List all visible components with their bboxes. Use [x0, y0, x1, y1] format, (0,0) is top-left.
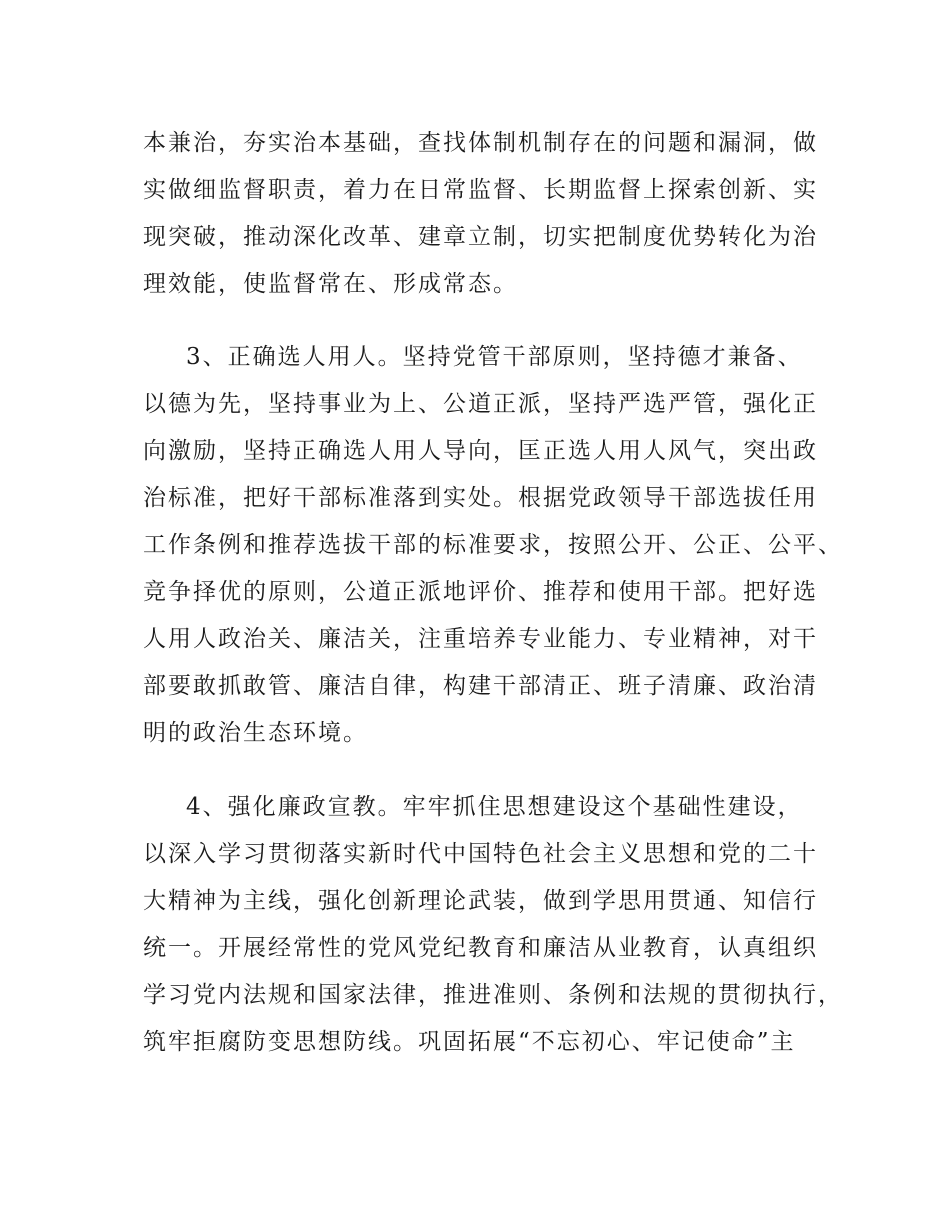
paragraph-line: 以深入学习贯彻落实新时代中国特色社会主义思想和党的二十: [143, 841, 818, 867]
paragraph-line: 治标准，把好干部标准落到实处。根据党政领导干部选拔任用: [143, 485, 818, 511]
paragraph-line: 3、正确选人用人。坚持党管干部原则，坚持德才兼备、: [186, 344, 803, 370]
paragraph-line: 理效能，使监督常在、形成常态。: [143, 271, 518, 297]
paragraph-line: 人用人政治关、廉洁关，注重培养专业能力、专业精神，对干: [143, 626, 818, 652]
paragraph-line: 学习党内法规和国家法律，推进准则、条例和法规的贯彻执行，: [143, 982, 843, 1008]
paragraph-line: 统一。开展经常性的党风党纪教育和廉洁从业教育，认真组织: [143, 935, 818, 961]
paragraph-line: 大精神为主线，强化创新理论武装，做到学思用贯通、知信行: [143, 888, 818, 914]
paragraph-line: 部要敢抓敢管、廉洁自律，构建干部清正、班子清廉、政治清: [143, 673, 818, 699]
paragraph-line: 本兼治，夯实治本基础，查找体制机制存在的问题和漏洞，做: [143, 130, 818, 156]
paragraph-line: 明的政治生态环境。: [143, 720, 368, 746]
paragraph-line: 筑牢拒腐防变思想防线。巩固拓展“不忘初心、牢记使命”主: [143, 1029, 796, 1055]
paragraph-line: 向激励，坚持正确选人用人导向，匡正选人用人风气，突出政: [143, 438, 818, 464]
paragraph-line: 现突破，推动深化改革、建章立制，切实把制度优势转化为治: [143, 224, 818, 250]
paragraph-line: 工作条例和推荐选拔干部的标准要求，按照公开、公正、公平、: [143, 532, 843, 558]
paragraph-line: 实做细监督职责，着力在日常监督、长期监督上探索创新、实: [143, 177, 818, 203]
paragraph-line: 以德为先，坚持事业为上、公道正派，坚持严选严管，强化正: [143, 391, 818, 417]
paragraph-line: 4、强化廉政宣教。牢牢抓住思想建设这个基础性建设，: [186, 794, 803, 820]
paragraph-line: 竞争择优的原则，公道正派地评价、推荐和使用干部。把好选: [143, 579, 818, 605]
